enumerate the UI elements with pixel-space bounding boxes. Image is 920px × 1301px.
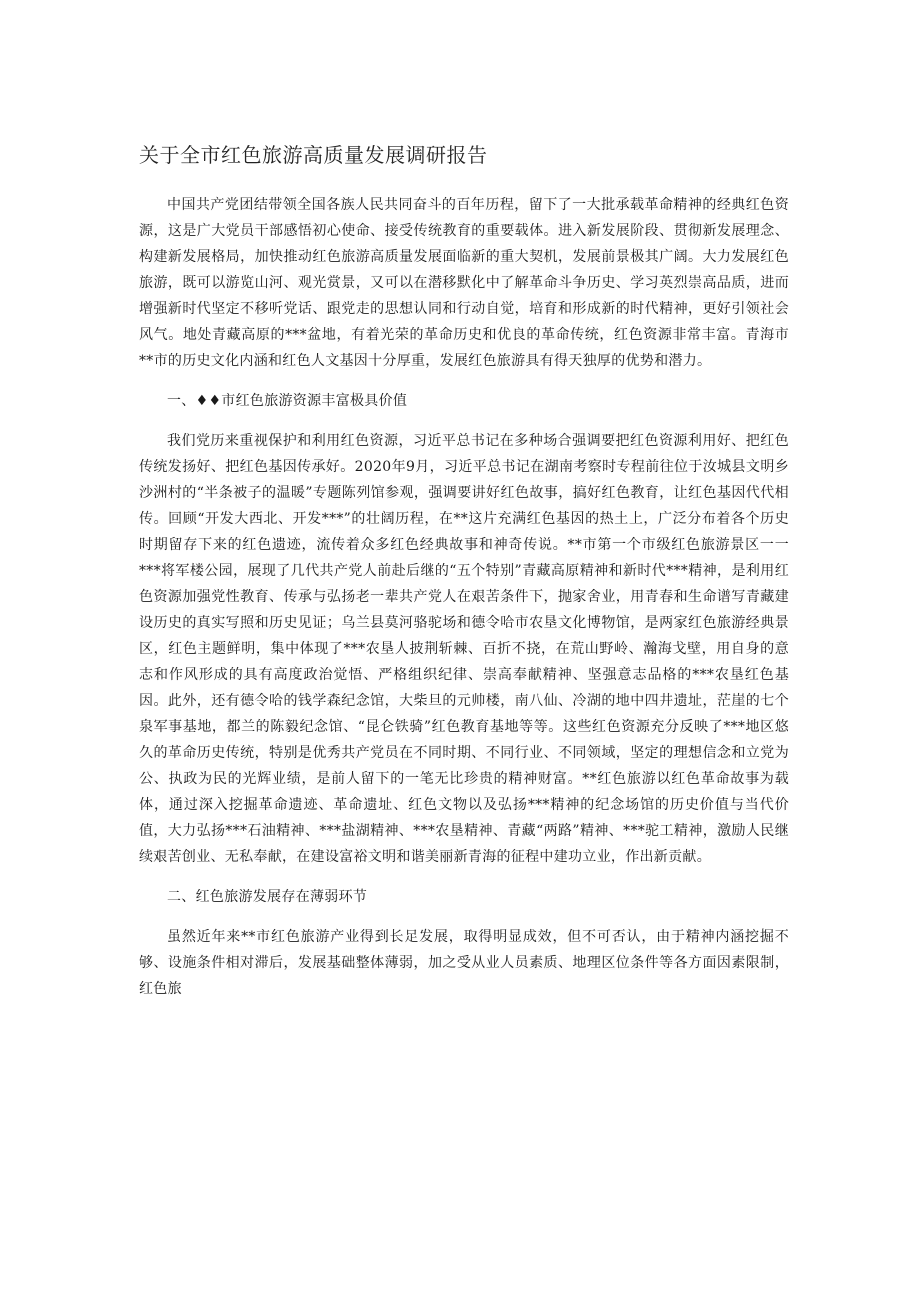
document-page [139,140,789,1016]
section-1-heading: 一、♦♦市红色旅游资源丰富极具价值 [167,393,408,409]
section-2-paragraph: 虽然近年来**市红色旅游产业得到长足发展，取得明显成效，但不可否认，由于精神内涵挖掘不够、设施条件相对滞后，发展基础整体薄弱，加之受从业人员素质、地理区位条件等各方面因素限制，红色旅 [139,929,789,997]
section-2-heading: 二、红色旅游发展存在薄弱环节 [167,889,368,905]
intro-paragraph: 中国共产党团结带领全国各族人民共同奋斗的百年历程，留下了一大批承载革命精神的经典红色资源，这是广大党员干部感悟初心使命、接受传统教育的重要载体。进入新发展阶段、贯彻新发展理念、构建新发展格局，加快推动红色旅游高质量发展面临新的重大契机，发展前景极其广阔。大力发展红色旅游，既可以游览山河、观光赏景，又可以在潜移默化中了解革命斗争历史、学习英烈崇高品质，进而增强新时代坚定不移听党话、跟党走的思想认同和行动自觉，培育和形成新的时代精神，更好引领社会风气。地处青藏高原的***盆地，有着光荣的革命历史和优良的革命传统，红色资源非常丰富。青海市**市的历史文化内涵和红色人文基因十分厚重，发展红色旅游具有得天独厚的优势和潜力。 [139,197,789,369]
document-title: 关于全市红色旅游高质量发展调研报告 [139,143,488,167]
section-1-paragraph: 我们党历来重视保护和利用红色资源，习近平总书记在多种场合强调要把红色资源利用好、把红色传统发扬好、把红色基因传承好。2020年9月，习近平总书记在湖南考察时专程前往位于汝城县文明乡沙洲村的“半条被子的温暖”专题陈列馆参观，强调要讲好红色故事，搞好红色教育，让红色基因代代相传。回顾“开发大西北、开发***”的壮阔历程，在**这片充满红色基因的热土上，广泛分布着各个历史时期留存下来的红色遗迹，流传着众多红色经典故事和神奇传说。**市第一个市级红色旅游景区一一***将军楼公园，展现了几代共产党人前赴后继的“五个特别”青藏高原精神和新时代***精神，是利用红色资源加强党性教育、传承与弘扬老一辈共产党人在艰苦条件下，抛家舍业，用青春和生命谱写青藏建设历史的真实写照和历史见证；乌兰县莫河骆驼场和德令哈市农垦文化博物馆，是两家红色旅游经典景区，红色主题鲜明，集中体现了***农垦人披荆斩棘、百折不挠，在荒山野岭、瀚海戈壁，用自身的意志和作风形成的具有高度政治觉悟、严格组织纪律、崇高奉献精神、坚强意志品格的***农垦红色基因。此外，还有德令哈的钱学森纪念馆，大柴旦的元帅楼，南八仙、冷湖的地中四井遗址，茫崖的七个泉军事基地，都兰的陈毅纪念馆、“昆仑铁骑”红色教育基地等等。这些红色资源充分反映了***地区悠久的革命历史传统，特别是优秀共产党员在不同时期、不同行业、不同领域，坚定的理想信念和立党为公、执政为民的光辉业绩，是前人留下的一笔无比珍贵的精神财富。**红色旅游以红色革命故事为载体，通过深入挖掘革命遗迹、革命遗址、红色文物以及弘扬***精神的纪念场馆的历史价值与当代价值，大力弘扬***石油精神、***盐湖精神、***农垦精神、青藏“两路”精神、***驼工精神，激励人民继续艰苦创业、无私奉献，在建设富裕文明和谐美丽新青海的征程中建功立业，作出新贡献。 [139,433,789,865]
